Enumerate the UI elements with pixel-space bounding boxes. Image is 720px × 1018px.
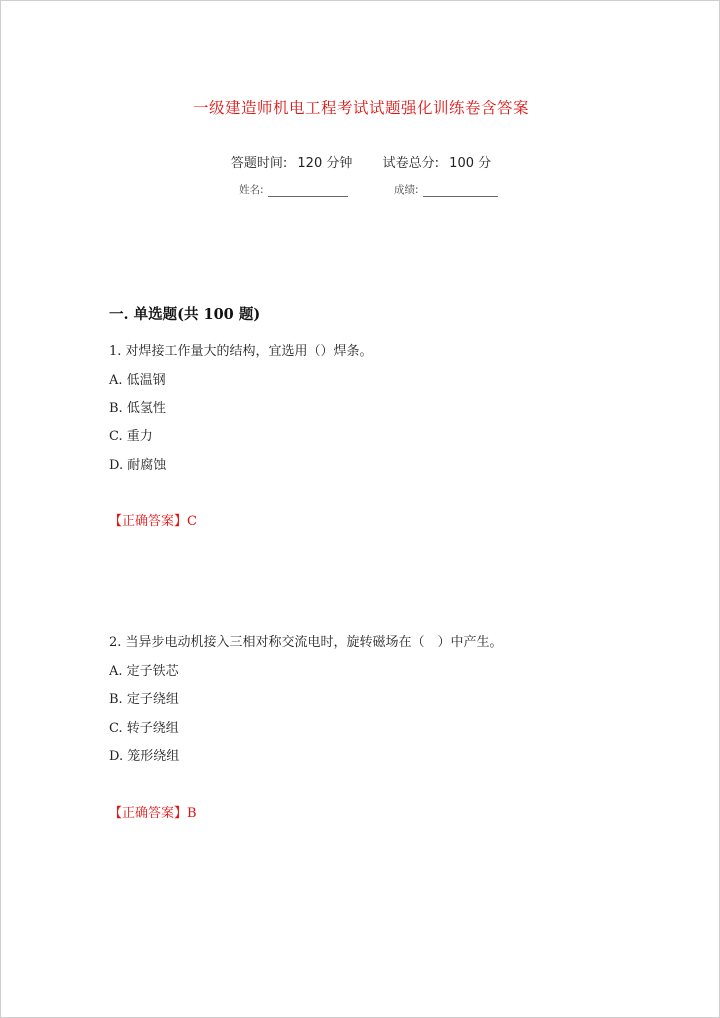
question-1-text: 1. 对焊接工作量大的结构，宜选用（）焊条。 (109, 344, 373, 359)
exam-meta (1, 152, 720, 171)
time-value: 120 分钟 (297, 156, 353, 171)
score-label: 试卷总分: (382, 156, 440, 171)
question-2-text: 2. 当异步电动机接入三相对称交流电时，旋转磁场在（ ）中产生。 (109, 635, 503, 650)
question-2-option-d: D. 笼形绕组 (109, 749, 180, 764)
question-1-option-a: A. 低温钢 (109, 373, 166, 388)
grade-blank (423, 185, 498, 197)
question-1-option-b: B. 低氢性 (109, 401, 166, 416)
name-field (239, 182, 348, 197)
question-1-answer: 【正确答案】C (109, 514, 197, 529)
question-2-option-b: B. 定子绕组 (109, 692, 179, 707)
question-1-option-d: D. 耐腐蚀 (109, 458, 167, 473)
time-label: 答题时间: (230, 156, 288, 171)
grade-field (394, 182, 498, 197)
question-2-option-a: A. 定子铁芯 (109, 664, 179, 679)
name-blank (268, 185, 348, 197)
question-2-option-c: C. 转子绕组 (109, 721, 179, 736)
name-label: 姓名: (239, 184, 264, 196)
question-1-option-c: C. 重力 (109, 429, 153, 444)
question-2-answer: 【正确答案】B (109, 806, 197, 821)
document-title: 一级建造师机电工程考试试题强化训练卷含答案 (192, 99, 529, 117)
score-value: 100 分 (449, 156, 492, 171)
grade-label: 成绩: (394, 184, 419, 196)
section-title: 一. 单选题(共 100 题) (109, 306, 261, 323)
